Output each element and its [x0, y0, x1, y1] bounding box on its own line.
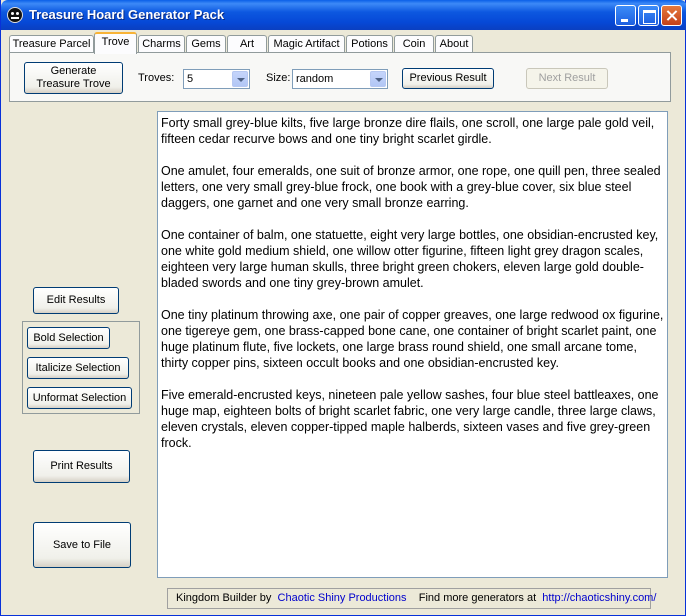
italicize-selection-button[interactable]: Italicize Selection: [27, 357, 129, 379]
tab-potions[interactable]: Potions: [346, 35, 393, 53]
company-link[interactable]: Chaotic Shiny Productions: [277, 592, 407, 604]
previous-result-button[interactable]: Previous Result: [402, 68, 494, 89]
size-select[interactable]: [292, 69, 388, 89]
result-paragraph: One container of balm, one statuette, eight very large bottles, one obsidian-encrusted key, one white gold medium shield, one willow otter figurine, fifteen light grey dragon scales, eighteen very large human skulls, three bright green chokers, eleven large gold double-bladed swords and one tiny grey-brown amulet.: [161, 228, 659, 290]
result-paragraph: One tiny platinum throwing axe, one pair of copper greaves, one large redwood ox figurine, one tigereye gem, one brass-capped bone cane, one container of bright scarlet paint, one huge platinum flute, five lockets, one large brass round shield, one small arcane tome, thirty copper pins, sixteen occult books and one obsidian-encrusted key.: [161, 308, 664, 370]
size-label: Size:: [266, 72, 291, 84]
tab-gems[interactable]: Gems: [186, 35, 226, 53]
unformat-selection-button[interactable]: Unformat Selection: [27, 387, 132, 409]
generate-button[interactable]: [24, 62, 123, 94]
result-paragraph: Five emerald-encrusted keys, nineteen pale yellow sashes, four blue steel battleaxes, one huge map, eighteen bolts of bright scarlet fabric, one very large candle, three large claws, eleven crystals, eleven copper-tipped maple halberds, sixteen vases and five grey-green frock.: [161, 388, 659, 450]
website-link[interactable]: http://chaoticshiny.com/: [542, 592, 657, 604]
tab-magic-artifact[interactable]: Magic Artifact: [268, 35, 345, 53]
minimize-icon[interactable]: [615, 5, 636, 26]
status-bar: [167, 588, 657, 609]
skull-icon[interactable]: [7, 7, 23, 23]
title-bar[interactable]: [1, 0, 686, 30]
troves-value: 5: [187, 73, 194, 85]
save-to-file-button[interactable]: Save to File: [33, 522, 131, 568]
result-paragraph: Forty small grey-blue kilts, five large bronze dire flails, one scroll, one large pale gold veil, fifteen cedar recurve bows and one tiny bright scarlet girdle.: [161, 116, 655, 146]
print-results-button[interactable]: Print Results: [33, 450, 130, 483]
tab-about[interactable]: About: [435, 35, 473, 53]
status-prefix: Kingdom Builder by: [176, 592, 272, 604]
edit-results-button[interactable]: Edit Results: [33, 287, 119, 314]
tab-treasure-parcel[interactable]: Treasure Parcel: [9, 35, 94, 53]
tab-trove[interactable]: Trove: [94, 32, 137, 54]
results-textbox[interactable]: [157, 111, 668, 578]
toolbar-panel: [9, 52, 671, 102]
tab-charms[interactable]: Charms: [138, 35, 185, 53]
maximize-icon[interactable]: [638, 5, 659, 26]
result-paragraph: One amulet, four emeralds, one suit of bronze armor, one rope, one quill pen, three sealed letters, one very small grey-blue frock, one book with a grey-blue cover, six blue steel daggers, one garnet and one very small bronze earring.: [161, 164, 661, 210]
troves-label: Troves:: [138, 72, 175, 84]
chevron-down-icon[interactable]: [370, 71, 386, 87]
tab-art[interactable]: Art: [227, 35, 267, 53]
tab-coin[interactable]: Coin: [394, 35, 434, 53]
generate-label-line1: Generate: [50, 65, 97, 77]
troves-select[interactable]: [183, 69, 250, 89]
window-title: Treasure Hoard Generator Pack: [29, 7, 225, 22]
chevron-down-icon[interactable]: [232, 71, 248, 87]
status-more-text: Find more generators at: [418, 592, 537, 604]
close-icon[interactable]: [661, 5, 682, 26]
size-value: random: [296, 73, 334, 85]
next-result-button[interactable]: Next Result: [526, 68, 608, 89]
bold-selection-button[interactable]: Bold Selection: [27, 327, 110, 349]
generate-label-line2: Treasure Trove: [36, 78, 111, 90]
